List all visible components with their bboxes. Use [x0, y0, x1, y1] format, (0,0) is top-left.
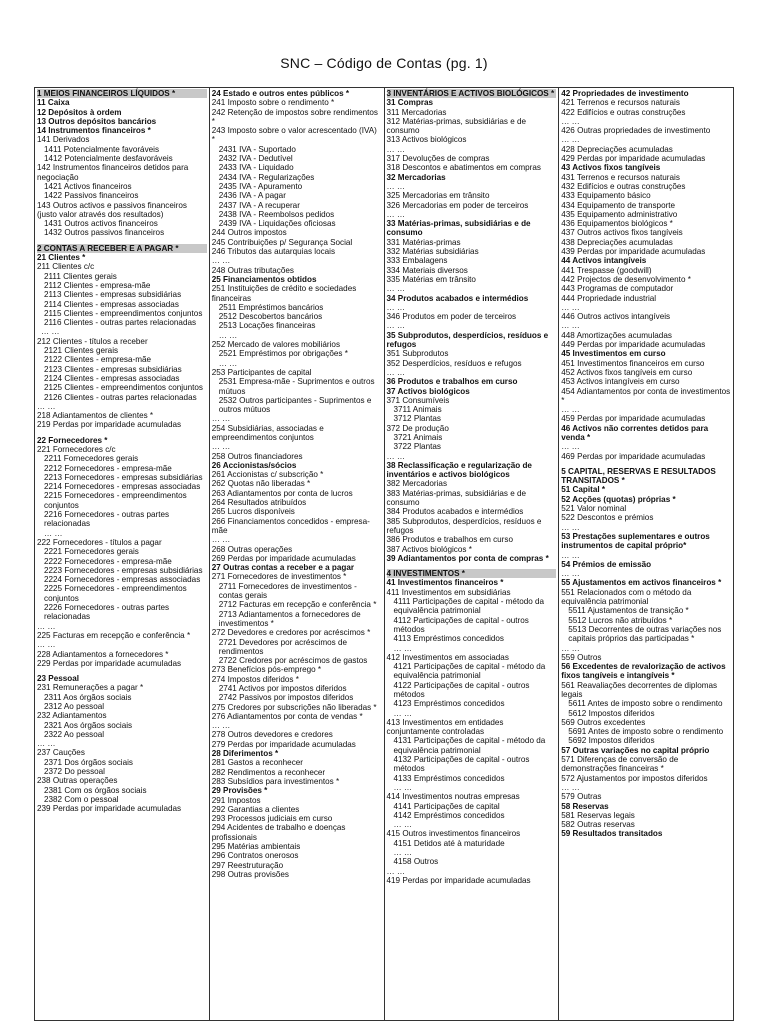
sub-account: 2214 Fornecedores - empresas associadas [44, 482, 201, 492]
account-line: 242 Retenção de impostos sobre rendimentos * [211, 107, 378, 126]
sub-account: 2371 Dos órgãos sociais [44, 757, 133, 767]
account-line: 334 Materiais diversos [386, 265, 468, 275]
account-line: 522 Descontos e prémios [561, 513, 654, 523]
page-title: SNC – Código de Contas (pg. 1) [280, 55, 488, 71]
sub-account: 2712 Facturas em recepção e conferência * [218, 600, 377, 610]
account-line: … … [561, 569, 580, 579]
sub-account: 2311 Aos órgãos sociais [44, 692, 132, 702]
sub-account: … … [393, 708, 413, 718]
account-line: 258 Outros financiadores [211, 451, 303, 461]
account-group: 51 Capital * [561, 485, 606, 495]
column-1 [35, 88, 209, 1020]
sub-account: 2115 Clientes - empreendimentos conjuntos [44, 308, 203, 318]
account-line: 318 Descontos e abatimentos em compras [386, 163, 541, 173]
account-line: 271 Fornecedores de investimentos * [211, 572, 347, 582]
sub-account: 2123 Clientes - empresas subsidiárias [44, 364, 182, 374]
sub-account: 2381 Com os órgãos sociais [44, 785, 147, 795]
account-line: 335 Matérias em trânsito [386, 274, 476, 284]
account-line: 415 Outros investimentos financeiros [386, 829, 521, 839]
account-line: 263 Adiantamentos por conta de lucros [211, 488, 353, 498]
account-line: 266 Financiamentos concedidos - empresa-mãe [211, 516, 370, 535]
account-line: 229 Perdas por imparidade acumuladas [37, 658, 182, 668]
sub-account: 2322 Ao pessoal [44, 729, 105, 739]
account-line: 262 Quotas não liberadas * [211, 479, 311, 489]
account-line: 384 Produtos acabados e intermédios [386, 507, 524, 517]
account-line: 435 Equipamento administrativo [561, 209, 678, 219]
account-line: … … [386, 866, 406, 876]
account-group: 43 Activos fixos tangíveis [561, 163, 661, 173]
sub-account: 5512 Lucros não atribuídos * [568, 615, 673, 625]
account-line: 469 Perdas por imparidade acumuladas [561, 451, 706, 461]
account-line: 452 Activos fixos tangíveis em curso [561, 367, 693, 377]
sub-account: 2113 Clientes - empresas subsidiárias [44, 290, 182, 300]
account-line: 382 Mercadorias [386, 479, 448, 489]
account-line: 433 Equipamento básico [561, 191, 651, 201]
account-line: 212 Clientes - títulos a receber [37, 336, 148, 346]
sub-account: 5692 Impostos diferidos [568, 736, 655, 746]
account-line: 432 Edifícios e outras construções [561, 181, 686, 191]
account-line: 454 Adiantamentos por conta de investimentos * [561, 386, 731, 405]
sub-account: 4123 Empréstimos concedidos [393, 699, 505, 709]
account-line: 218 Adiantamentos de clientes * [37, 411, 154, 421]
account-line: … … [561, 116, 580, 126]
account-line: … … [386, 181, 406, 191]
sub-account: 2742 Passivos por impostos diferidos [218, 693, 354, 703]
account-line: 453 Activos intangíveis em curso [561, 377, 680, 387]
account-group: 54 Prémios de emissão [561, 559, 652, 569]
account-group: 56 Excedentes de revalorização de activos fixos tangíveis e intangíveis * [561, 662, 726, 681]
account-line: 282 Rendimentos a reconhecer [211, 767, 326, 777]
sub-account: 2431 IVA - Suportado [218, 144, 296, 154]
account-group: 32 Mercadorias [386, 172, 446, 182]
account-line: 225 Facturas em recepção e conferência * [37, 630, 191, 640]
account-line: … … [561, 442, 580, 452]
sub-account: 1421 Activos financeiros [44, 181, 132, 191]
sub-account: 2221 Fornecedores gerais [44, 547, 139, 557]
account-group: 59 Resultados transitados [561, 829, 663, 839]
account-group: 31 Compras [386, 98, 434, 108]
account-line: … … [386, 451, 406, 461]
column-4 [558, 88, 733, 1020]
account-group: 36 Produtos e trabalhos em curso [386, 377, 518, 387]
account-line: 326 Mercadorias em poder de terceiros [386, 200, 529, 210]
account-group: 28 Diferimentos * [211, 749, 279, 759]
account-line: 346 Produtos em poder de terceiros [386, 312, 517, 322]
account-line: 221 Fornecedores c/c [37, 444, 116, 454]
account-line: 275 Credores por subscrições não liberadas * [211, 702, 377, 712]
account-line: … … [211, 535, 231, 545]
sub-account: 3712 Plantas [393, 414, 441, 424]
sub-account: 2512 Descobertos bancários [218, 312, 323, 322]
account-line: 383 Matérias-primas, subsidiárias e de consumo [386, 488, 527, 508]
section-heading: 2 CONTAS A RECEBER E A PAGAR * [37, 244, 207, 253]
account-line: … … [211, 414, 231, 424]
sub-account: 2116 Clientes - outras partes relacionadas [44, 318, 197, 328]
account-line: 293 Processos judiciais em curso [211, 814, 333, 824]
sub-account: 3722 Plantas [393, 442, 441, 452]
account-line: 254 Subsidiárias, associadas e empreendimentos conjuntos [211, 423, 324, 442]
account-line: 448 Amortizações acumuladas [561, 330, 672, 340]
account-group: 11 Caixa [37, 98, 70, 108]
account-line: 141 Derivados [37, 135, 90, 145]
account-group: 39 Adiantamentos por conta de compras * [386, 553, 549, 563]
sub-account: 2521 Empréstimos por obrigações * [218, 349, 348, 359]
account-line: … … [386, 321, 406, 331]
account-line: 281 Gastos a reconhecer [211, 758, 303, 768]
sub-account: 2213 Fornecedores - empresas subsidiárias [44, 472, 203, 482]
account-line: 312 Matérias-primas, subsidiárias e de consumo [386, 116, 527, 136]
account-group: 33 Matérias-primas, subsidiárias e de consumo [386, 219, 531, 238]
account-line: 559 Outros [561, 652, 602, 662]
column-2 [209, 88, 384, 1020]
account-line: 444 Propriedade industrial [561, 293, 657, 303]
account-line: 222 Fornecedores - títulos a pagar [37, 537, 162, 547]
account-line: 142 Instrumentos financeiros detidos para negociação [37, 163, 189, 182]
account-line: 252 Mercado de valores mobiliários [211, 340, 341, 350]
sub-account: 2114 Clientes - empresas associadas [44, 299, 179, 309]
sub-account: 4131 Participações de capital - método da equivalência patrimonial [393, 736, 546, 755]
sub-account: 2722 Credores por acréscimos de gastos [218, 656, 368, 666]
account-line: 294 Acidentes de trabalho e doenças profissionais [211, 823, 346, 842]
account-line: … … [37, 640, 56, 650]
sub-account: 4158 Outros [393, 857, 439, 867]
account-group: 52 Acções (quotas) próprias * [561, 494, 676, 504]
account-line: 372 De produção [386, 423, 449, 433]
sub-account: 2112 Clientes - empresa-mãe [44, 280, 151, 290]
sub-account: 2124 Clientes - empresas associadas [44, 373, 180, 383]
sub-account: … … [393, 782, 413, 792]
sub-account: … … [218, 358, 238, 368]
account-line: 413 Investimentos em entidades conjuntamente controladas [386, 717, 504, 737]
account-group: 13 Outros depósitos bancários [37, 116, 157, 126]
account-line: 265 Lucros disponíveis [211, 507, 295, 517]
account-line: 295 Matérias ambientais [211, 842, 301, 852]
account-group: 25 Financiamentos obtidos [211, 274, 317, 284]
account-group: 44 Activos intangíveis [561, 256, 647, 266]
account-line: 434 Equipamento de transporte [561, 200, 676, 210]
account-line: 443 Programas de computador [561, 284, 674, 294]
sub-account: 2125 Clientes - empreendimentos conjuntos [44, 383, 203, 393]
sub-account: 2435 IVA - Apuramento [218, 181, 303, 191]
account-line: 325 Mercadorias em trânsito [386, 191, 490, 201]
account-line: … … [386, 144, 406, 154]
section-heading: 1 MEIOS FINANCEIROS LÍQUIDOS * [37, 89, 207, 98]
account-line: 313 Activos biológicos [386, 135, 467, 145]
account-line: 278 Outros devedores e credores [211, 730, 333, 740]
account-line: 245 Contribuições p/ Segurança Social [211, 237, 353, 247]
account-line: … … [211, 256, 231, 266]
sub-account: 2126 Clientes - outras partes relacionadas [44, 392, 197, 402]
sub-account: 2432 IVA - Dedutível [218, 154, 293, 164]
account-line: 521 Valor nominal [561, 504, 627, 514]
column-3 [384, 88, 559, 1020]
sub-account: 2224 Fornecedores - empresas associadas [44, 575, 201, 585]
account-line: 311 Mercadorias [386, 107, 447, 117]
account-line: 246 Tributos das autarquias locais [211, 247, 336, 257]
account-line: … … [386, 367, 406, 377]
account-line: … … [561, 405, 580, 415]
sub-account: 2225 Fornecedores - empreendimentos conjuntos [44, 584, 187, 603]
sub-account: 4133 Empréstimos concedidos [393, 773, 505, 783]
account-line: 243 Imposto sobre o valor acrescentado (IVA) * [211, 126, 377, 145]
account-group: 29 Provisões * [211, 786, 268, 796]
account-line: … … [386, 209, 406, 219]
sub-account: 2721 Devedores por acréscimos de rendimentos [218, 637, 348, 656]
account-line: 274 Impostos diferidos * [211, 674, 299, 684]
sub-account: 2711 Fornecedores de investimentos - contas gerais [218, 581, 357, 601]
account-group: 57 Outras variações no capital próprio [561, 745, 710, 755]
account-group: 34 Produtos acabados e intermédios [386, 293, 529, 303]
account-line: 351 Subprodutos [386, 349, 449, 359]
sub-account: 1411 Potencialmente favoráveis [44, 144, 160, 154]
account-group: 41 Investimentos financeiros * [386, 578, 504, 588]
sub-account: 5513 Decorrentes de outras variações nos capitais próprios das participadas * [568, 624, 722, 644]
account-line: 276 Adiantamentos por conta de vendas * [211, 711, 363, 721]
sub-account: 4111 Participações de capital - método da equivalência patrimonial [393, 597, 545, 616]
account-group: 53 Prestações suplementares e outros instrumentos de capital próprio* [561, 531, 710, 551]
account-line: 291 Impostos [211, 795, 261, 805]
sub-account: 5691 Antes de imposto sobre o rendimento [568, 727, 724, 737]
account-line: 438 Depreciações acumuladas [561, 237, 673, 247]
account-line: 426 Outras propriedades de investimento [561, 126, 711, 136]
account-line: 231 Remunerações a pagar * [37, 683, 144, 693]
sub-account: 2212 Fornecedores - empresa-mãe [44, 463, 172, 473]
account-line: 297 Reestruturação [211, 860, 284, 870]
sub-account: 5511 Ajustamentos de transição * [568, 606, 689, 616]
sub-account: 2223 Fornecedores - empresas subsidiárias [44, 565, 203, 575]
account-line: 371 Consumíveis [386, 395, 450, 405]
sub-account: 2215 Fornecedores - empreendimentos conjuntos [44, 491, 187, 510]
account-line: 571 Diferenças de conversão de demonstrações financeiras * [561, 755, 679, 774]
accounts-table [34, 87, 734, 1021]
account-line: 219 Perdas por imparidade acumuladas [37, 420, 182, 430]
account-line: … … [561, 302, 580, 312]
account-group: 38 Reclassificação e regularização de inventários e activos biológicos [386, 460, 532, 480]
sub-account: 2372 Do pessoal [44, 767, 105, 777]
sub-account: 2312 Ao pessoal [44, 702, 105, 711]
account-line: 446 Outros activos intangíveis [561, 312, 671, 322]
sub-account: 2531 Empresa-mãe - Suprimentos e outros mútuos [218, 377, 375, 396]
account-line: 261 Accionistas c/ subscrição * [211, 470, 324, 480]
account-line: 251 Instituições de crédito e sociedades financeiras [211, 284, 357, 303]
sub-account: 4122 Participações de capital - outros métodos [393, 680, 530, 699]
account-line: … … [561, 550, 580, 560]
account-line: … … [37, 401, 56, 411]
account-line: 449 Perdas por imparidade acumuladas [561, 340, 706, 350]
account-line: 244 Outros impostos [211, 228, 287, 238]
account-line: 386 Produtos e trabalhos em curso [386, 535, 513, 545]
account-line: 272 Devedores e credores por acréscimos * [211, 628, 371, 638]
account-line: 279 Perdas por imparidade acumuladas [211, 739, 356, 749]
account-line: … … [561, 782, 580, 792]
account-group: 27 Outras contas a receber e a pagar [211, 563, 355, 573]
account-group: 45 Investimentos em curso [561, 349, 666, 359]
account-line: 442 Projectos de desenvolvimento * [561, 274, 691, 284]
account-line: 412 Investimentos em associadas [386, 652, 509, 662]
account-line: 298 Outras provisões [211, 869, 289, 879]
account-line: 333 Embalagens [386, 256, 448, 266]
sub-account: 2433 IVA - Liquidado [218, 163, 294, 173]
account-line: 228 Adiantamentos a fornecedores * [37, 649, 169, 659]
account-line: 237 Cauções [37, 748, 85, 758]
account-line: 385 Subprodutos, desperdícios, resíduos e refugos [386, 516, 542, 535]
sub-account: 4151 Detidos até à maturidade [393, 838, 505, 848]
account-line: 211 Clientes c/c [37, 262, 95, 272]
account-group: 58 Reservas [561, 801, 609, 811]
account-line: … … [561, 522, 580, 532]
account-line: 241 Imposto sobre o rendimento * [211, 98, 335, 108]
account-line: 283 Subsídios para investimentos * [211, 776, 340, 786]
account-line: … … [386, 284, 406, 294]
account-line: 414 Investimentos noutras empresas [386, 792, 520, 802]
account-line: 451 Investimentos financeiros em curso [561, 358, 705, 368]
account-line: … … [37, 739, 56, 749]
sub-account: 2713 Adiantamentos a fornecedores de investimentos * [218, 609, 361, 628]
account-line: 387 Activos biológicos * [386, 544, 472, 554]
account-line: 253 Participantes de capital [211, 367, 312, 377]
sub-account: 1412 Potencialmente desfavoráveis [44, 154, 173, 164]
sub-account: 2216 Fornecedores - outras partes relacionadas [44, 510, 170, 529]
sub-account: 4132 Participações de capital - outros métodos [393, 755, 530, 774]
sub-account: 2121 Clientes gerais [44, 346, 119, 356]
account-line: 292 Garantias a clientes [211, 804, 300, 814]
sub-account: … … [393, 848, 413, 858]
account-line: … … [561, 135, 580, 145]
account-line: 429 Perdas por imparidade acumuladas [561, 154, 706, 164]
account-line: … … [561, 643, 580, 653]
sub-account: … … [393, 643, 413, 653]
account-line: 441 Trespasse (goodwill) [561, 265, 652, 275]
account-line: 421 Terrenos e recursos naturais [561, 98, 680, 108]
account-line: 582 Outras reservas [561, 820, 635, 830]
account-line: 419 Perdas por imparidade acumuladas [386, 875, 531, 885]
sub-account: 2436 IVA - A pagar [218, 191, 286, 201]
account-group: 12 Depósitos à ordem [37, 107, 122, 117]
account-line: 572 Ajustamentos por impostos diferidos [561, 773, 708, 783]
sub-account: … … [218, 330, 238, 340]
account-line: 437 Outros activos fixos tangíveis [561, 228, 683, 238]
account-group: 37 Activos biológicos [386, 386, 470, 396]
sub-account: 4142 Empréstimos concedidos [393, 810, 505, 820]
account-group: 55 Ajustamentos em activos financeiros * [561, 578, 722, 588]
account-group: 22 Fornecedores * [37, 435, 108, 445]
account-line: 317 Devoluções de compras [386, 154, 490, 164]
account-line: 579 Outras [561, 792, 602, 802]
sub-account: 1422 Passivos financeiros [44, 191, 139, 201]
account-group: 14 Instrumentos financeiros * [37, 126, 151, 136]
account-line: 428 Depreciações acumuladas [561, 144, 673, 154]
account-line: 411 Investimentos em subsidiárias [386, 587, 511, 597]
sub-account: 2532 Outros participantes - Suprimentos e outros mútuos [218, 395, 372, 415]
account-line: 238 Outras operações [37, 776, 118, 786]
sub-account: 2438 IVA - Reembolsos pedidos [218, 209, 335, 219]
account-group: 42 Propriedades de investimento [561, 89, 689, 98]
account-line: 248 Outras tributações [211, 265, 294, 275]
account-group: 24 Estado e outros entes públicos * [211, 89, 350, 98]
account-line: 439 Perdas por imparidade acumuladas [561, 247, 706, 257]
account-group: 46 Activos não correntes detidos para venda * [561, 423, 709, 442]
account-line: … … [386, 302, 406, 312]
sub-account: 1432 Outros passivos financeiros [44, 228, 165, 238]
sub-account: 2226 Fornecedores - outras partes relacionadas [44, 603, 170, 622]
account-line: 581 Reservas legais [561, 810, 635, 820]
sub-account: 2439 IVA - Liquidações oficiosas [218, 219, 336, 229]
account-line: 269 Perdas por imparidade acumuladas [211, 553, 356, 563]
sub-account: 3711 Animais [393, 405, 442, 415]
account-line: 239 Perdas por imparidade acumuladas [37, 804, 182, 814]
sub-account: 2122 Clientes - empresa-mãe [44, 355, 152, 365]
account-line: 273 Benefícios pós-emprego * [211, 665, 322, 675]
sub-account: … … [393, 820, 413, 830]
sub-account: 5611 Antes de imposto sobre o rendimento [568, 699, 723, 709]
account-group: 5 CAPITAL, RESERVAS E RESULTADOS TRANSITADOS * [561, 466, 716, 486]
account-line: 296 Contratos onerosos [211, 851, 299, 861]
sub-account: 2511 Empréstimos bancários [218, 302, 324, 312]
sub-account: 2382 Com o pessoal [44, 794, 119, 804]
sub-account: 4121 Participações de capital - método da equivalência patrimonial [393, 662, 546, 681]
account-line: 422 Edifícios e outras construções [561, 107, 686, 117]
account-line: 268 Outras operações [211, 544, 293, 554]
sub-account: 1431 Outros activos financeiros [44, 219, 158, 229]
account-line: … … [211, 442, 231, 452]
account-line: … … [41, 327, 60, 337]
account-line: 561 Reavaliações decorrentes de diplomas legais [561, 680, 718, 699]
sub-account: 2434 IVA - Regularizações [218, 172, 315, 182]
sub-account: 2741 Activos por impostos diferidos [218, 684, 347, 693]
account-line: 143 Outros activos e passivos financeiros (justo valor através dos resultados) [37, 200, 187, 219]
sub-account: 4141 Participações de capital [393, 801, 500, 811]
account-line: … … [561, 321, 580, 331]
account-line: 352 Desperdícios, resíduos e refugos [386, 358, 522, 368]
account-group: 23 Pessoal [37, 674, 80, 684]
account-line: … … [37, 621, 56, 631]
account-group: 26 Accionistas/sócios [211, 460, 297, 470]
account-line: 332 Matérias subsidiárias [386, 247, 479, 257]
sub-account: … … [44, 528, 63, 538]
account-line: 232 Adiantamentos [37, 711, 107, 721]
sub-account: 2211 Fornecedores gerais [44, 454, 139, 464]
sub-account: 2437 IVA - A recuperar [218, 200, 300, 210]
sub-account: 2321 Aos órgãos sociais [44, 720, 133, 730]
account-line: 551 Relacionados com o método da equivalência patrimonial [561, 587, 692, 607]
sub-account: 2513 Locações financeiras [218, 321, 316, 331]
sub-account: 5612 Impostos diferidos [568, 708, 655, 718]
sub-account: 2111 Clientes gerais [44, 271, 117, 281]
account-line: 331 Matérias-primas [386, 237, 461, 247]
account-line: 431 Terrenos e recursos naturais [561, 172, 680, 182]
account-line: 264 Resultados atribuídos [211, 498, 307, 508]
section-heading: 4 INVESTIMENTOS * [387, 569, 557, 578]
section-heading: 3 INVENTÁRIOS E ACTIVOS BIOLÓGICOS * [387, 89, 557, 98]
sub-account: 3721 Animais [393, 432, 443, 442]
account-group: 21 Clientes * [37, 253, 86, 263]
sub-account: 4112 Participações de capital - outros métodos [393, 615, 529, 634]
sub-account: 2222 Fornecedores - empresa-mãe [44, 556, 172, 566]
account-line: 459 Perdas por imparidade acumuladas [561, 414, 706, 424]
account-line: … … [211, 721, 231, 731]
account-group: 35 Subprodutos, desperdícios, resíduos e refugos [386, 330, 549, 350]
account-line: 569 Outros excedentes [561, 717, 646, 727]
account-line: 436 Equipamentos biológicos * [561, 219, 673, 229]
sub-account: 4113 Empréstimos concedidos [393, 634, 504, 644]
